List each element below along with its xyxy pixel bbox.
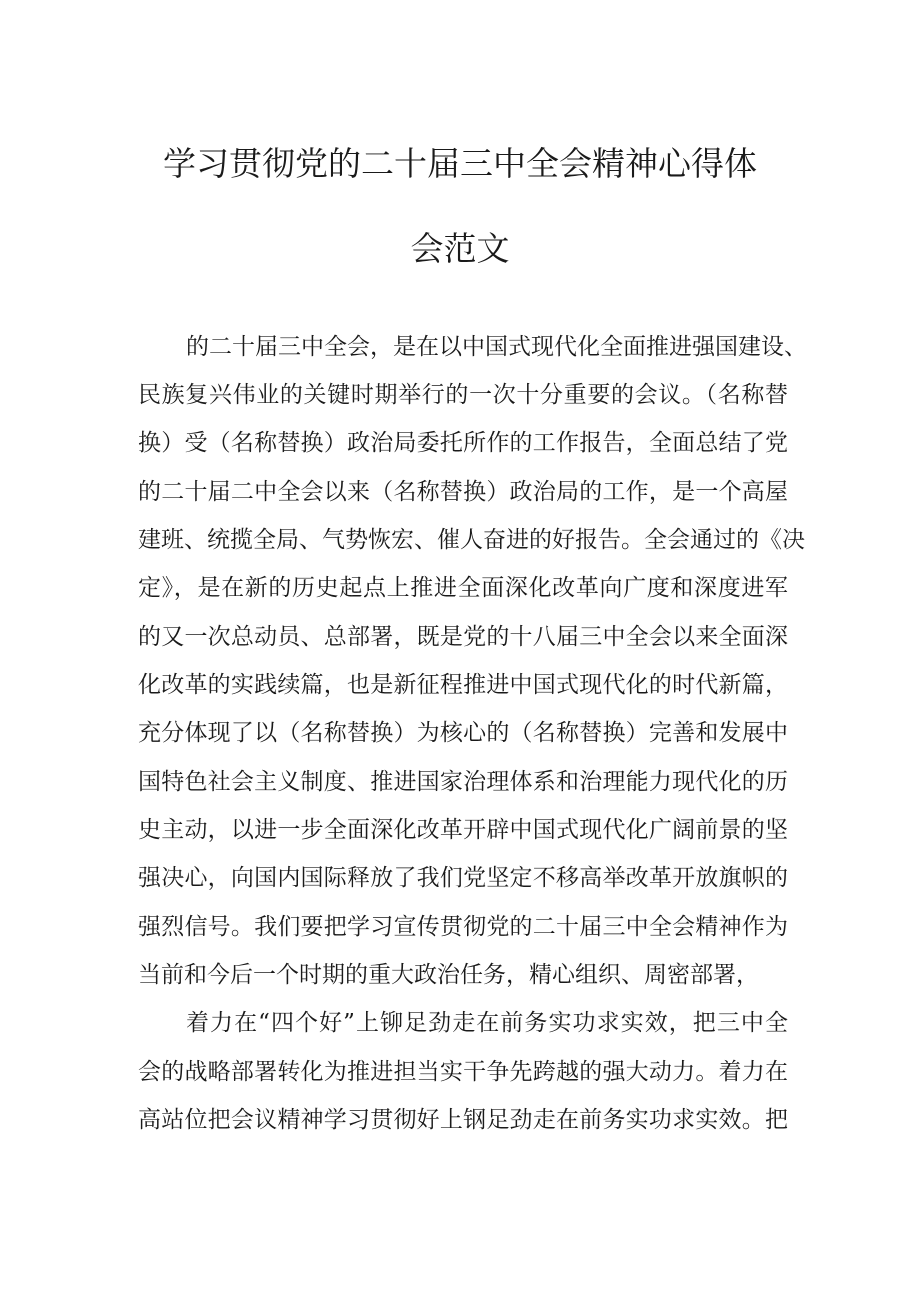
paragraph-line: 强决心，向国内国际释放了我们党坚定不移高举改革开放旗帜的 (138, 865, 788, 891)
paragraph-line: 化改革的实践续篇，也是新征程推进中国式现代化的时代新篇， (138, 672, 788, 698)
paragraph-line: 建班、统揽全局、气势恢宏、催人奋进的好报告。全会通过的《决 (138, 527, 805, 553)
paragraph-line: 换）受（名称替换）政治局委托所作的工作报告，全面总结了党 (138, 430, 788, 456)
paragraph-line: 充分体现了以（名称替换）为核心的（名称替换）完善和发展中 (138, 720, 788, 746)
paragraph-line: 的二十届三中全会，是在以中国式现代化全面推进强国建设、 (186, 334, 807, 360)
paragraph-line: 当前和今后一个时期的重大政治任务，精心组织、周密部署， (138, 962, 759, 988)
paragraph-line: 着力在“四个好”上铆足劲走在前务实功求实效，把三中全 (186, 1010, 788, 1036)
document-title-line-2: 会范文 (410, 229, 510, 268)
paragraph-line: 强烈信号。我们要把学习宣传贯彻党的二十届三中全会精神作为 (138, 914, 788, 940)
paragraph-line: 的二十届二中全会以来（名称替换）政治局的工作，是一个高屋 (138, 479, 788, 505)
paragraph-line: 定》，是在新的历史起点上推进全面深化改革向广度和深度进军 (138, 575, 788, 601)
paragraph-line: 会的战略部署转化为推进担当实干争先跨越的强大动力。着力在 (138, 1059, 788, 1085)
paragraph-line: 国特色社会主义制度、推进国家治理体系和治理能力现代化的历 (138, 769, 788, 795)
paragraph-line: 民族复兴伟业的关键时期举行的一次十分重要的会议。（名称替 (138, 382, 788, 408)
document-title-line-1: 学习贯彻党的二十届三中全会精神心得体 (163, 144, 757, 183)
paragraph-line: 史主动，以进一步全面深化改革开辟中国式现代化广阔前景的坚 (138, 817, 788, 843)
paragraph-line: 的又一次总动员、总部署，既是党的十八届三中全会以来全面深 (138, 624, 788, 650)
paragraph-line: 高站位把会议精神学习贯彻好上钢足劲走在前务实功求实效。把 (138, 1107, 788, 1133)
